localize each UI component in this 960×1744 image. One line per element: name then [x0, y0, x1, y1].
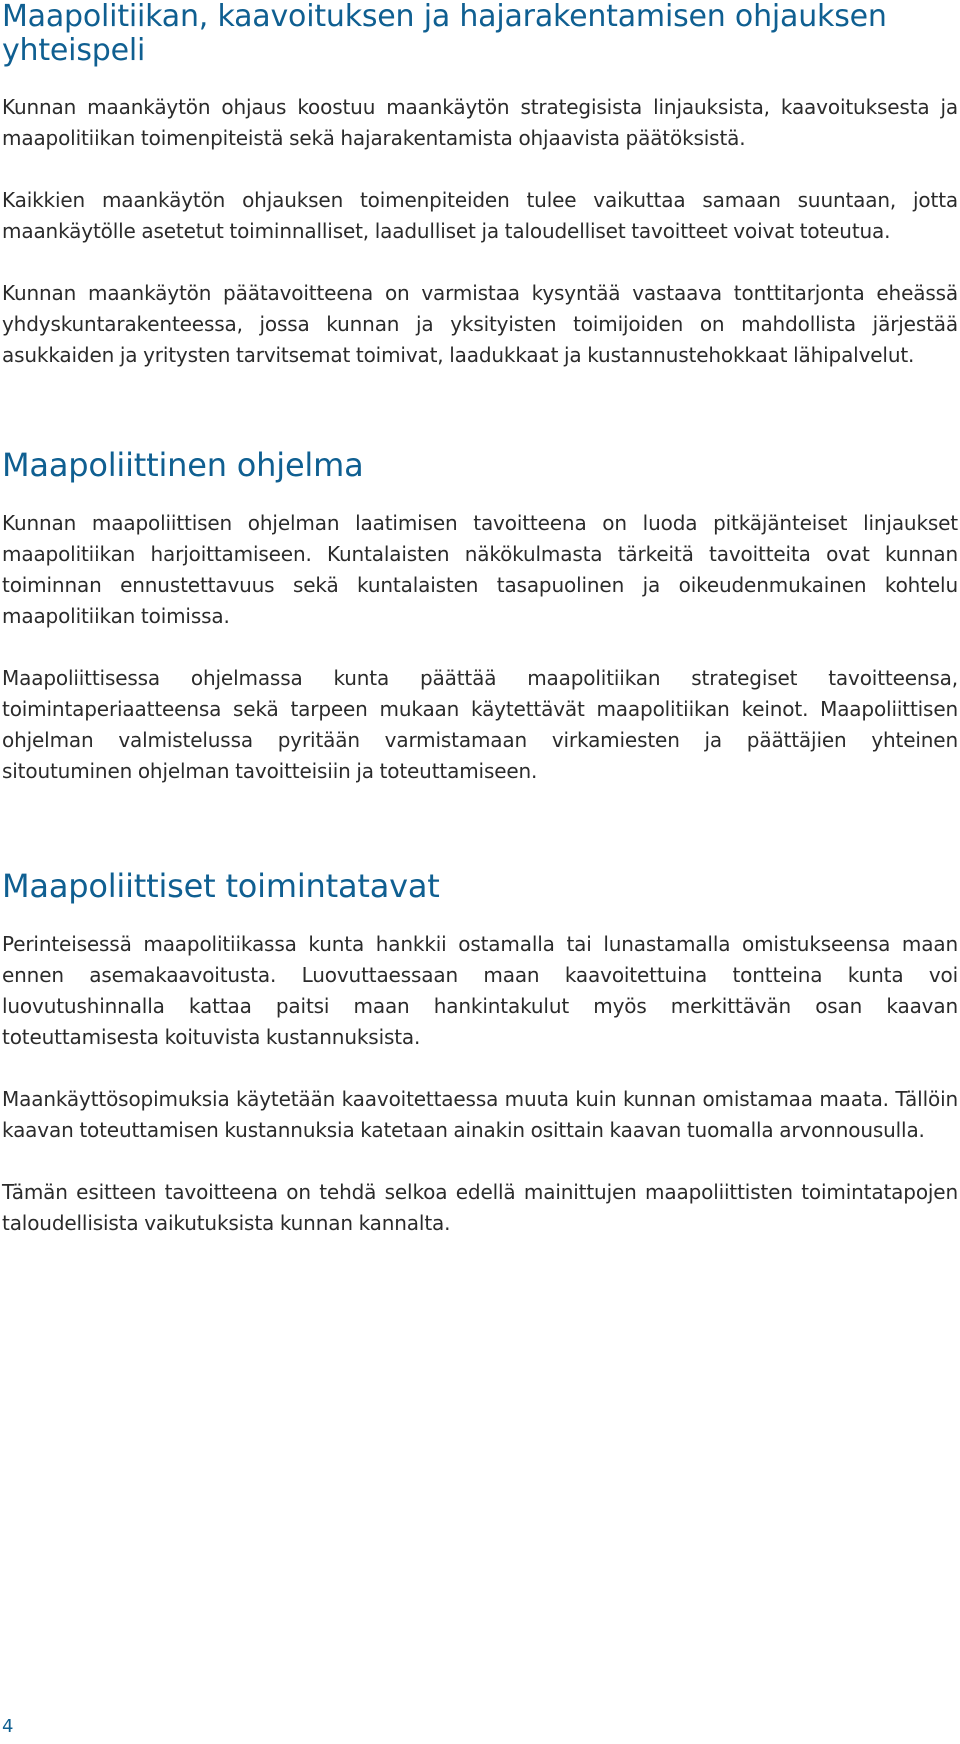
paragraph: Perinteisessä maapolitiikassa kunta hankkii ostamalla tai lunastamalla omistukseensa maan ennen asemakaavoitusta. Luovuttaessaan maan kaavoitettuina tontteina kunta voi luovutushinnalla kattaa paitsi maan hankintakulut myös merkittävän osan kaavan toteuttamisesta koituvista kustannuksista.	[2, 932, 958, 1049]
paragraph: Kaikkien maankäytön ohjauksen toimenpiteiden tulee vaikuttaa samaan suuntaan, jotta maankäytölle asetetut toiminnalliset, laadulliset ja taloudelliset tavoitteet voivat toteutua.	[2, 188, 958, 243]
paragraph: Tämän esitteen tavoitteena on tehdä selkoa edellä mainittujen maapoliittisten toimintatapojen taloudellisista vaikutuksista kunnan kannalta.	[2, 1180, 958, 1235]
paragraph: Kunnan maankäytön päätavoitteena on varmistaa kysyntää vastaava tonttitarjonta eheässä yhdyskuntarakenteessa, jossa kunnan ja yksityisten toimijoiden on mahdollista järjestää asukkaiden ja yritysten tarvitsemat toimivat, laadukkaat ja kustannustehokkaat lähipalvelut.	[2, 281, 958, 367]
section-maapoliittinen-ohjelma	[2, 446, 958, 787]
section-maapoliittiset-toimintatavat	[2, 867, 958, 1239]
section-title-maapoliittiset-toimintatavat: Maapoliittiset toimintatavat	[2, 867, 440, 905]
section-title-maapoliittinen-ohjelma: Maapoliittinen ohjelma	[2, 446, 364, 484]
section-title-yhteispeli: Maapolitiikan, kaavoituksen ja hajarakentamisen ohjauksen yhteispeli	[2, 0, 887, 68]
paragraph: Kunnan maapoliittisen ohjelman laatimisen tavoitteena on luoda pitkäjänteiset linjaukset maapolitiikan harjoittamiseen. Kuntalaisten näkökulmasta tärkeitä tavoitteita ovat kunnan toiminnan ennustettavuus sekä kuntalaisten tasapuolinen ja oikeudenmukainen kohtelu maapolitiikan toimissa.	[2, 511, 958, 628]
paragraph: Maapoliittisessa ohjelmassa kunta päättää maapolitiikan strategiset tavoitteensa, toimintaperiaatteensa sekä tarpeen mukaan käytettävät maapolitiikan keinot. Maapoliittisen ohjelman valmistelussa pyritään varmistamaan virkamiesten ja päättäjien yhteinen sitoutuminen ohjelman tavoitteisiin ja toteuttamiseen.	[2, 666, 958, 783]
paragraph: Maankäyttösopimuksia käytetään kaavoitettaessa muuta kuin kunnan omistamaa maata. Tällöin kaavan toteuttamisen kustannuksia katetaan ainakin osittain kaavan tuomalla arvonnousulla.	[2, 1087, 958, 1142]
page-number: 4	[2, 1716, 14, 1737]
section-yhteispeli	[2, 0, 958, 371]
paragraph: Kunnan maankäytön ohjaus koostuu maankäytön strategisista linjauksista, kaavoituksesta ja maapolitiikan toimenpiteistä sekä hajarakentamista ohjaavista päätöksistä.	[2, 95, 958, 150]
document-page	[2, 0, 958, 1239]
